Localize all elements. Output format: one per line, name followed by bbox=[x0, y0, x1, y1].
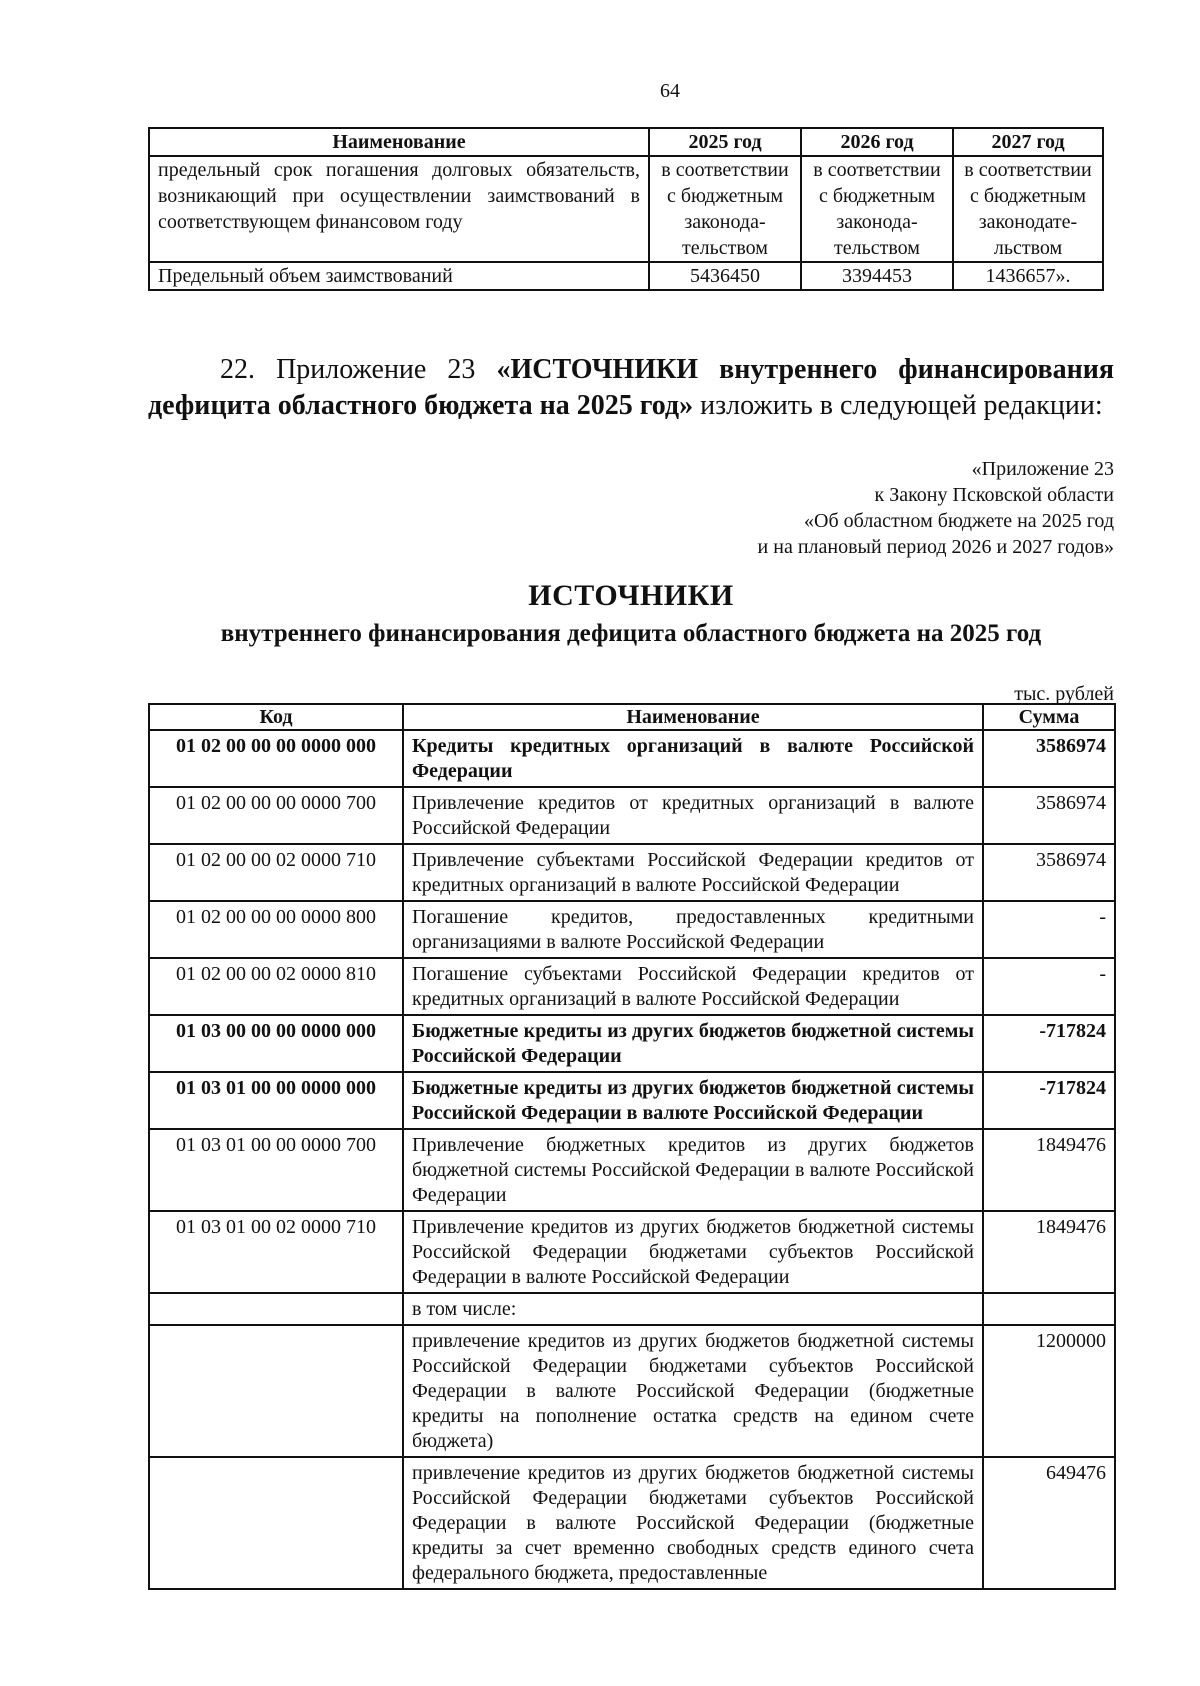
header-name: Наименование bbox=[403, 704, 983, 730]
row-name: Предельный объем заимствований bbox=[149, 262, 649, 290]
document-title: ИСТОЧНИКИ bbox=[528, 579, 734, 612]
table-row bbox=[149, 901, 1115, 958]
amendment-paragraph bbox=[148, 352, 1114, 424]
appendix-line: к Закону Псковской области bbox=[874, 484, 1114, 506]
row-name: Кредиты кредитных организаций в валюте Российской Федерации bbox=[403, 730, 983, 787]
row-code: 01 03 01 00 00 0000 700 bbox=[149, 1129, 403, 1211]
row-code: 01 02 00 00 00 0000 700 bbox=[149, 787, 403, 844]
row-code bbox=[149, 1325, 403, 1457]
row-code bbox=[149, 1293, 403, 1325]
table-row bbox=[149, 1293, 1115, 1325]
table-row bbox=[149, 1211, 1115, 1293]
table-row bbox=[149, 1129, 1115, 1211]
row-value-2025: 5436450 bbox=[649, 262, 801, 290]
row-value-2025: в соответствии с бюджетным законода-тельством bbox=[649, 156, 801, 262]
table-header-row bbox=[149, 704, 1115, 730]
appendix-line: и на плановый период 2026 и 2027 годов» bbox=[757, 536, 1114, 558]
row-sum: -717824 bbox=[983, 1015, 1115, 1072]
row-sum: 649476 bbox=[983, 1457, 1115, 1589]
row-code: 01 03 01 00 00 0000 000 bbox=[149, 1072, 403, 1129]
row-sum: 3586974 bbox=[983, 787, 1115, 844]
table-row bbox=[149, 958, 1115, 1015]
header-2026: 2026 год bbox=[801, 128, 953, 156]
row-name: Бюджетные кредиты из других бюджетов бюджетной системы Российской Федерации bbox=[403, 1015, 983, 1072]
row-name: привлечение кредитов из других бюджетов бюджетной системы Российской Федерации бюджетами субъектов Российской Федерации в валюте Российской Федерации (бюджетные кредиты на пополнение остатка средств на едином счете бюджета) bbox=[403, 1325, 983, 1457]
paragraph-prefix: 22. Приложение 23 bbox=[220, 354, 497, 385]
header-code: Код bbox=[149, 704, 403, 730]
row-code: 01 02 00 00 02 0000 710 bbox=[149, 844, 403, 901]
row-code bbox=[149, 1457, 403, 1589]
row-name: Привлечение субъектами Российской Федерации кредитов от кредитных организаций в валюте Российской Федерации bbox=[403, 844, 983, 901]
row-code: 01 03 01 00 02 0000 710 bbox=[149, 1211, 403, 1293]
table-row bbox=[149, 1072, 1115, 1129]
row-name: предельный срок погашения долговых обязательств, возникающий при осуществлении заимствований в соответствующем финансовом году bbox=[149, 156, 649, 262]
row-code: 01 03 00 00 00 0000 000 bbox=[149, 1015, 403, 1072]
header-2025: 2025 год bbox=[649, 128, 801, 156]
header-sum: Сумма bbox=[983, 704, 1115, 730]
row-name: Привлечение кредитов из других бюджетов бюджетной системы Российской Федерации бюджетами субъектов Российской Федерации в валюте Российской Федерации bbox=[403, 1211, 983, 1293]
row-sum: 1849476 bbox=[983, 1129, 1115, 1211]
appendix-line: «Приложение 23 bbox=[971, 458, 1114, 480]
units-label: тыс. рублей bbox=[1014, 683, 1114, 705]
row-name: Привлечение кредитов от кредитных организаций в валюте Российской Федерации bbox=[403, 787, 983, 844]
header-name: Наименование bbox=[149, 128, 649, 156]
row-sum: 3586974 bbox=[983, 844, 1115, 901]
row-value-2026: 3394453 bbox=[801, 262, 953, 290]
row-value-2027: в соответствии с бюджетным законодате-льством bbox=[953, 156, 1103, 262]
borrowing-limits-table bbox=[148, 127, 1104, 291]
paragraph-suffix: изложить в следующей редакции: bbox=[693, 390, 1103, 421]
row-sum bbox=[983, 1293, 1115, 1325]
row-name: Бюджетные кредиты из других бюджетов бюджетной системы Российской Федерации в валюте Российской Федерации bbox=[403, 1072, 983, 1129]
row-code: 01 02 00 00 00 0000 800 bbox=[149, 901, 403, 958]
table-row bbox=[149, 787, 1115, 844]
appendix-reference bbox=[758, 456, 1114, 560]
table-row bbox=[149, 156, 1103, 262]
appendix-line: «Об областном бюджете на 2025 год bbox=[804, 510, 1114, 532]
row-sum: -717824 bbox=[983, 1072, 1115, 1129]
table-row bbox=[149, 730, 1115, 787]
row-name: в том числе: bbox=[403, 1293, 983, 1325]
row-sum: 1849476 bbox=[983, 1211, 1115, 1293]
row-sum: 3586974 bbox=[983, 730, 1115, 787]
row-code: 01 02 00 00 00 0000 000 bbox=[149, 730, 403, 787]
paragraph-bold-title: «ИСТОЧНИКИ внутреннего финансирования дефицита областного бюджета на 2025 год» bbox=[148, 354, 1114, 421]
row-sum: - bbox=[983, 958, 1115, 1015]
row-name: Погашение субъектами Российской Федерации кредитов от кредитных организаций в валюте Российской Федерации bbox=[403, 958, 983, 1015]
header-2027: 2027 год bbox=[953, 128, 1103, 156]
document-subtitle: внутреннего финансирования дефицита областного бюджета на 2025 год bbox=[220, 620, 1042, 647]
row-name: Погашение кредитов, предоставленных кредитными организациями в валюте Российской Федерации bbox=[403, 901, 983, 958]
page-number: 64 bbox=[660, 80, 680, 102]
table-row bbox=[149, 1015, 1115, 1072]
row-code: 01 02 00 00 02 0000 810 bbox=[149, 958, 403, 1015]
row-sum: - bbox=[983, 901, 1115, 958]
row-value-2026: в соответствии с бюджетным законода-тельством bbox=[801, 156, 953, 262]
table-row bbox=[149, 844, 1115, 901]
row-sum: 1200000 bbox=[983, 1325, 1115, 1457]
table-row bbox=[149, 262, 1103, 290]
table-header-row bbox=[149, 128, 1103, 156]
table-row bbox=[149, 1325, 1115, 1457]
table-row bbox=[149, 1457, 1115, 1589]
row-value-2027: 1436657». bbox=[953, 262, 1103, 290]
row-name: привлечение кредитов из других бюджетов бюджетной системы Российской Федерации бюджетами субъектов Российской Федерации в валюте Российской Федерации (бюджетные кредиты за счет временно свободных средств единого счета федерального бюджета, предоставленные bbox=[403, 1457, 983, 1589]
financing-sources-table bbox=[148, 703, 1116, 1590]
row-name: Привлечение бюджетных кредитов из других бюджетов бюджетной системы Российской Федерации в валюте Российской Федерации bbox=[403, 1129, 983, 1211]
